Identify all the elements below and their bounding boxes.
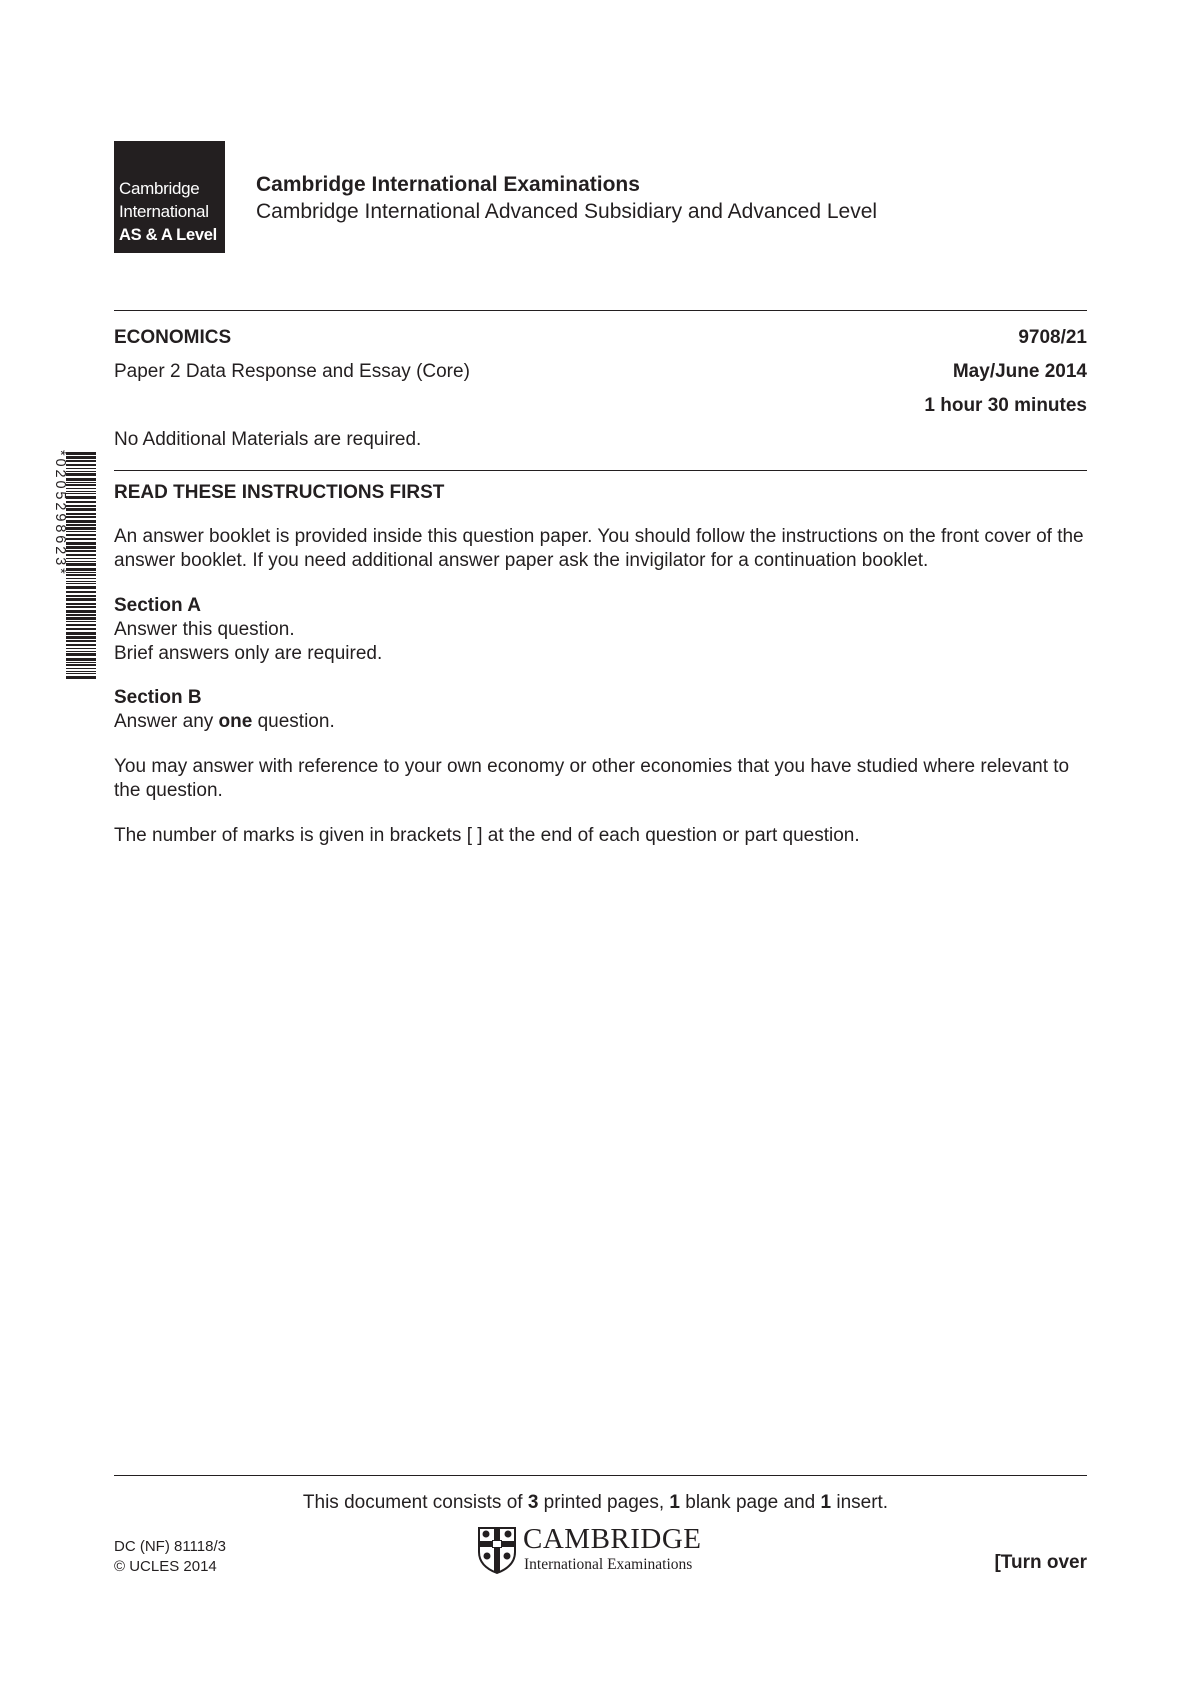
intro-text: An answer booklet is provided inside this question paper. You should follow the instructions on the front cover of the answer booklet. If you need additional answer paper ask the invigilator for a continuation booklet. [114, 526, 1084, 571]
org-subtitle: International Examinations [524, 1556, 693, 1573]
document-code: DC (NF) 81118/3 [114, 1538, 226, 1555]
barcode-text: *0205298623* [52, 450, 68, 577]
footer-divider [114, 1475, 1087, 1476]
logo-line-1: Cambridge [119, 179, 200, 198]
inserts-count: 1 [820, 1492, 832, 1513]
reference-note [114, 755, 1089, 803]
instructions-divider [114, 470, 1087, 471]
blank-pages-count: 1 [669, 1492, 680, 1513]
section-a-line-1: Answer this question. [114, 619, 295, 640]
exam-board-title: Cambridge International Examinations [256, 173, 640, 196]
marks-note [114, 824, 1089, 848]
consists-mid-2: blank page and [679, 1492, 821, 1513]
section-b-bold: one [218, 711, 253, 732]
materials-note: No Additional Materials are required. [114, 429, 422, 450]
cambridge-crest-icon [477, 1526, 517, 1574]
consists-mid-1: printed pages, [538, 1492, 670, 1513]
section-b-post: question. [252, 711, 335, 732]
consists-pre: This document consists of [302, 1492, 528, 1513]
exam-session: May/June 2014 [952, 361, 1087, 382]
turn-over: [Turn over [994, 1552, 1087, 1573]
exam-duration: 1 hour 30 minutes [924, 395, 1087, 416]
cambridge-as-a-level-logo [114, 141, 225, 253]
logo-line-2: International [119, 202, 209, 221]
barcode [50, 450, 98, 680]
org-name: CAMBRIDGE [523, 1523, 702, 1555]
consists-post: insert. [831, 1492, 889, 1513]
section-b-title: Section B [114, 687, 202, 708]
paper-code: 9708/21 [1018, 327, 1087, 348]
section-b-line [114, 710, 1089, 734]
page-count-statement [0, 1491, 1191, 1515]
section-a-line-2: Brief answers only are required. [114, 643, 383, 664]
section-b-block [114, 686, 1089, 734]
section-b-pre: Answer any [114, 711, 219, 732]
instructions-intro [114, 525, 1089, 573]
reference-text: You may answer with reference to your own economy or other economies that you have studied where relevant to the question. [114, 756, 1070, 801]
header-divider [114, 310, 1087, 311]
instructions-heading: READ THESE INSTRUCTIONS FIRST [114, 482, 445, 503]
section-a-block [114, 594, 1089, 666]
cambridge-examinations-logo [477, 1523, 717, 1576]
copyright: © UCLES 2014 [114, 1558, 217, 1575]
printed-pages-count: 3 [527, 1492, 539, 1513]
subject-name: ECONOMICS [114, 327, 232, 348]
marks-text: The number of marks is given in brackets [ ] at the end of each question or part question. [114, 825, 860, 846]
paper-title: Paper 2 Data Response and Essay (Core) [114, 361, 470, 382]
section-a-title: Section A [114, 595, 201, 616]
logo-line-3: AS & A Level [119, 226, 217, 244]
qualification-level: Cambridge International Advanced Subsidiary and Advanced Level [256, 200, 878, 223]
